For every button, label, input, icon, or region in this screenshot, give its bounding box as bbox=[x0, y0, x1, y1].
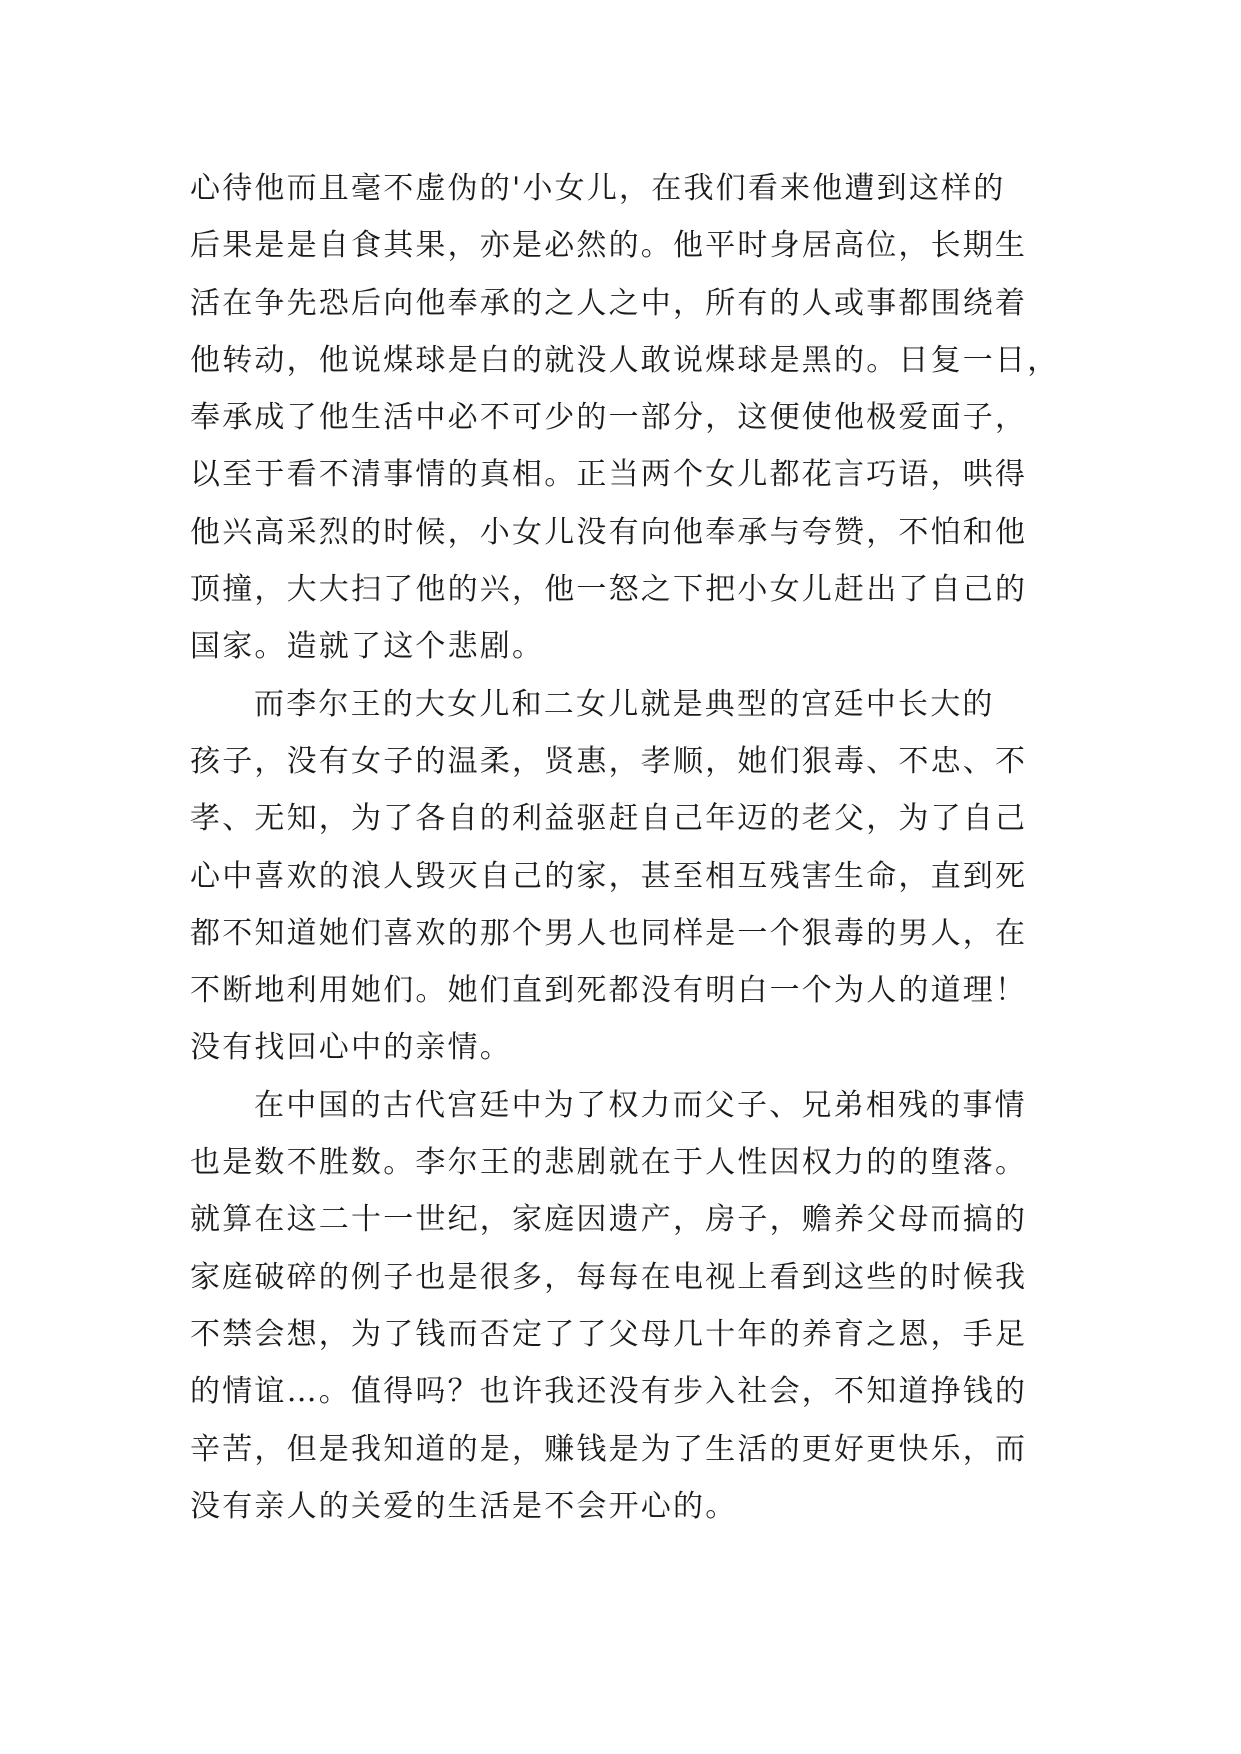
text-line: 不断地利用她们。她们直到死都没有明白一个为人的道理！ bbox=[190, 973, 1028, 1009]
paragraph-2 bbox=[190, 676, 1060, 1077]
text-line: 就算在这二十一世纪，家庭因遗产，房子，赡养父母而搞的 bbox=[190, 1202, 1028, 1238]
text-line: 心待他而且毫不虚伪的'小女儿，在我们看来他遭到这样的 bbox=[190, 171, 1006, 206]
text-line: 而李尔王的大女儿和二女儿就是典型的宫廷中长大的 bbox=[254, 686, 995, 722]
paragraph-3 bbox=[190, 1077, 1060, 1535]
text-line: 辛苦，但是我知道的是，赚钱是为了生活的更好更快乐，而 bbox=[190, 1431, 1028, 1467]
text-line: 孩子，没有女子的温柔，贤惠，孝顺，她们狠毒、不忠、不 bbox=[190, 743, 1028, 779]
text-line: 心中喜欢的浪人毁灭自己的家，甚至相互残害生命，直到死 bbox=[190, 858, 1028, 894]
document-body bbox=[190, 160, 1060, 1535]
text-line: 活在争先恐后向他奉承的之人之中，所有的人或事都围绕着 bbox=[190, 285, 1028, 321]
text-line: 他兴高采烈的时候，小女儿没有向他奉承与夸赞，不怕和他 bbox=[190, 514, 1028, 550]
text-line: 以至于看不清事情的真相。正当两个女儿都花言巧语，哄得 bbox=[190, 457, 1028, 493]
text-line: 孝、无知，为了各自的利益驱赶自己年迈的老父，为了自己 bbox=[190, 801, 1028, 837]
text-line: 国家。造就了这个悲剧。 bbox=[190, 629, 545, 665]
text-line: 他转动，他说煤球是白的就没人敢说煤球是黑的。日复一日， bbox=[190, 342, 1060, 378]
text-line: 奉承成了他生活中必不可少的一部分，这便使他极爱面子， bbox=[190, 400, 1028, 436]
text-line: 都不知道她们喜欢的那个男人也同样是一个狠毒的男人，在 bbox=[190, 915, 1028, 951]
paragraph-1 bbox=[190, 160, 1060, 676]
text-line: 在中国的古代宫廷中为了权力而父子、兄弟相残的事情 bbox=[254, 1087, 1027, 1123]
text-line: 后果是是自食其果，亦是必然的。他平时身居高位，长期生 bbox=[190, 228, 1028, 264]
text-line: 顶撞，大大扫了他的兴，他一怒之下把小女儿赶出了自己的 bbox=[190, 572, 1028, 608]
text-line: 家庭破碎的例子也是很多，每每在电视上看到这些的时候我 bbox=[190, 1259, 1028, 1295]
text-line: 的情谊…。值得吗？也许我还没有步入社会，不知道挣钱的 bbox=[190, 1374, 1028, 1410]
text-line: 没有亲人的关爱的生活是不会开心的。 bbox=[190, 1488, 738, 1524]
text-line: 不禁会想，为了钱而否定了了父母几十年的养育之恩，手足 bbox=[190, 1316, 1028, 1352]
text-line: 也是数不胜数。李尔王的悲剧就在于人性因权力的的堕落。 bbox=[190, 1145, 1028, 1181]
text-line: 没有找回心中的亲情。 bbox=[190, 1030, 512, 1066]
